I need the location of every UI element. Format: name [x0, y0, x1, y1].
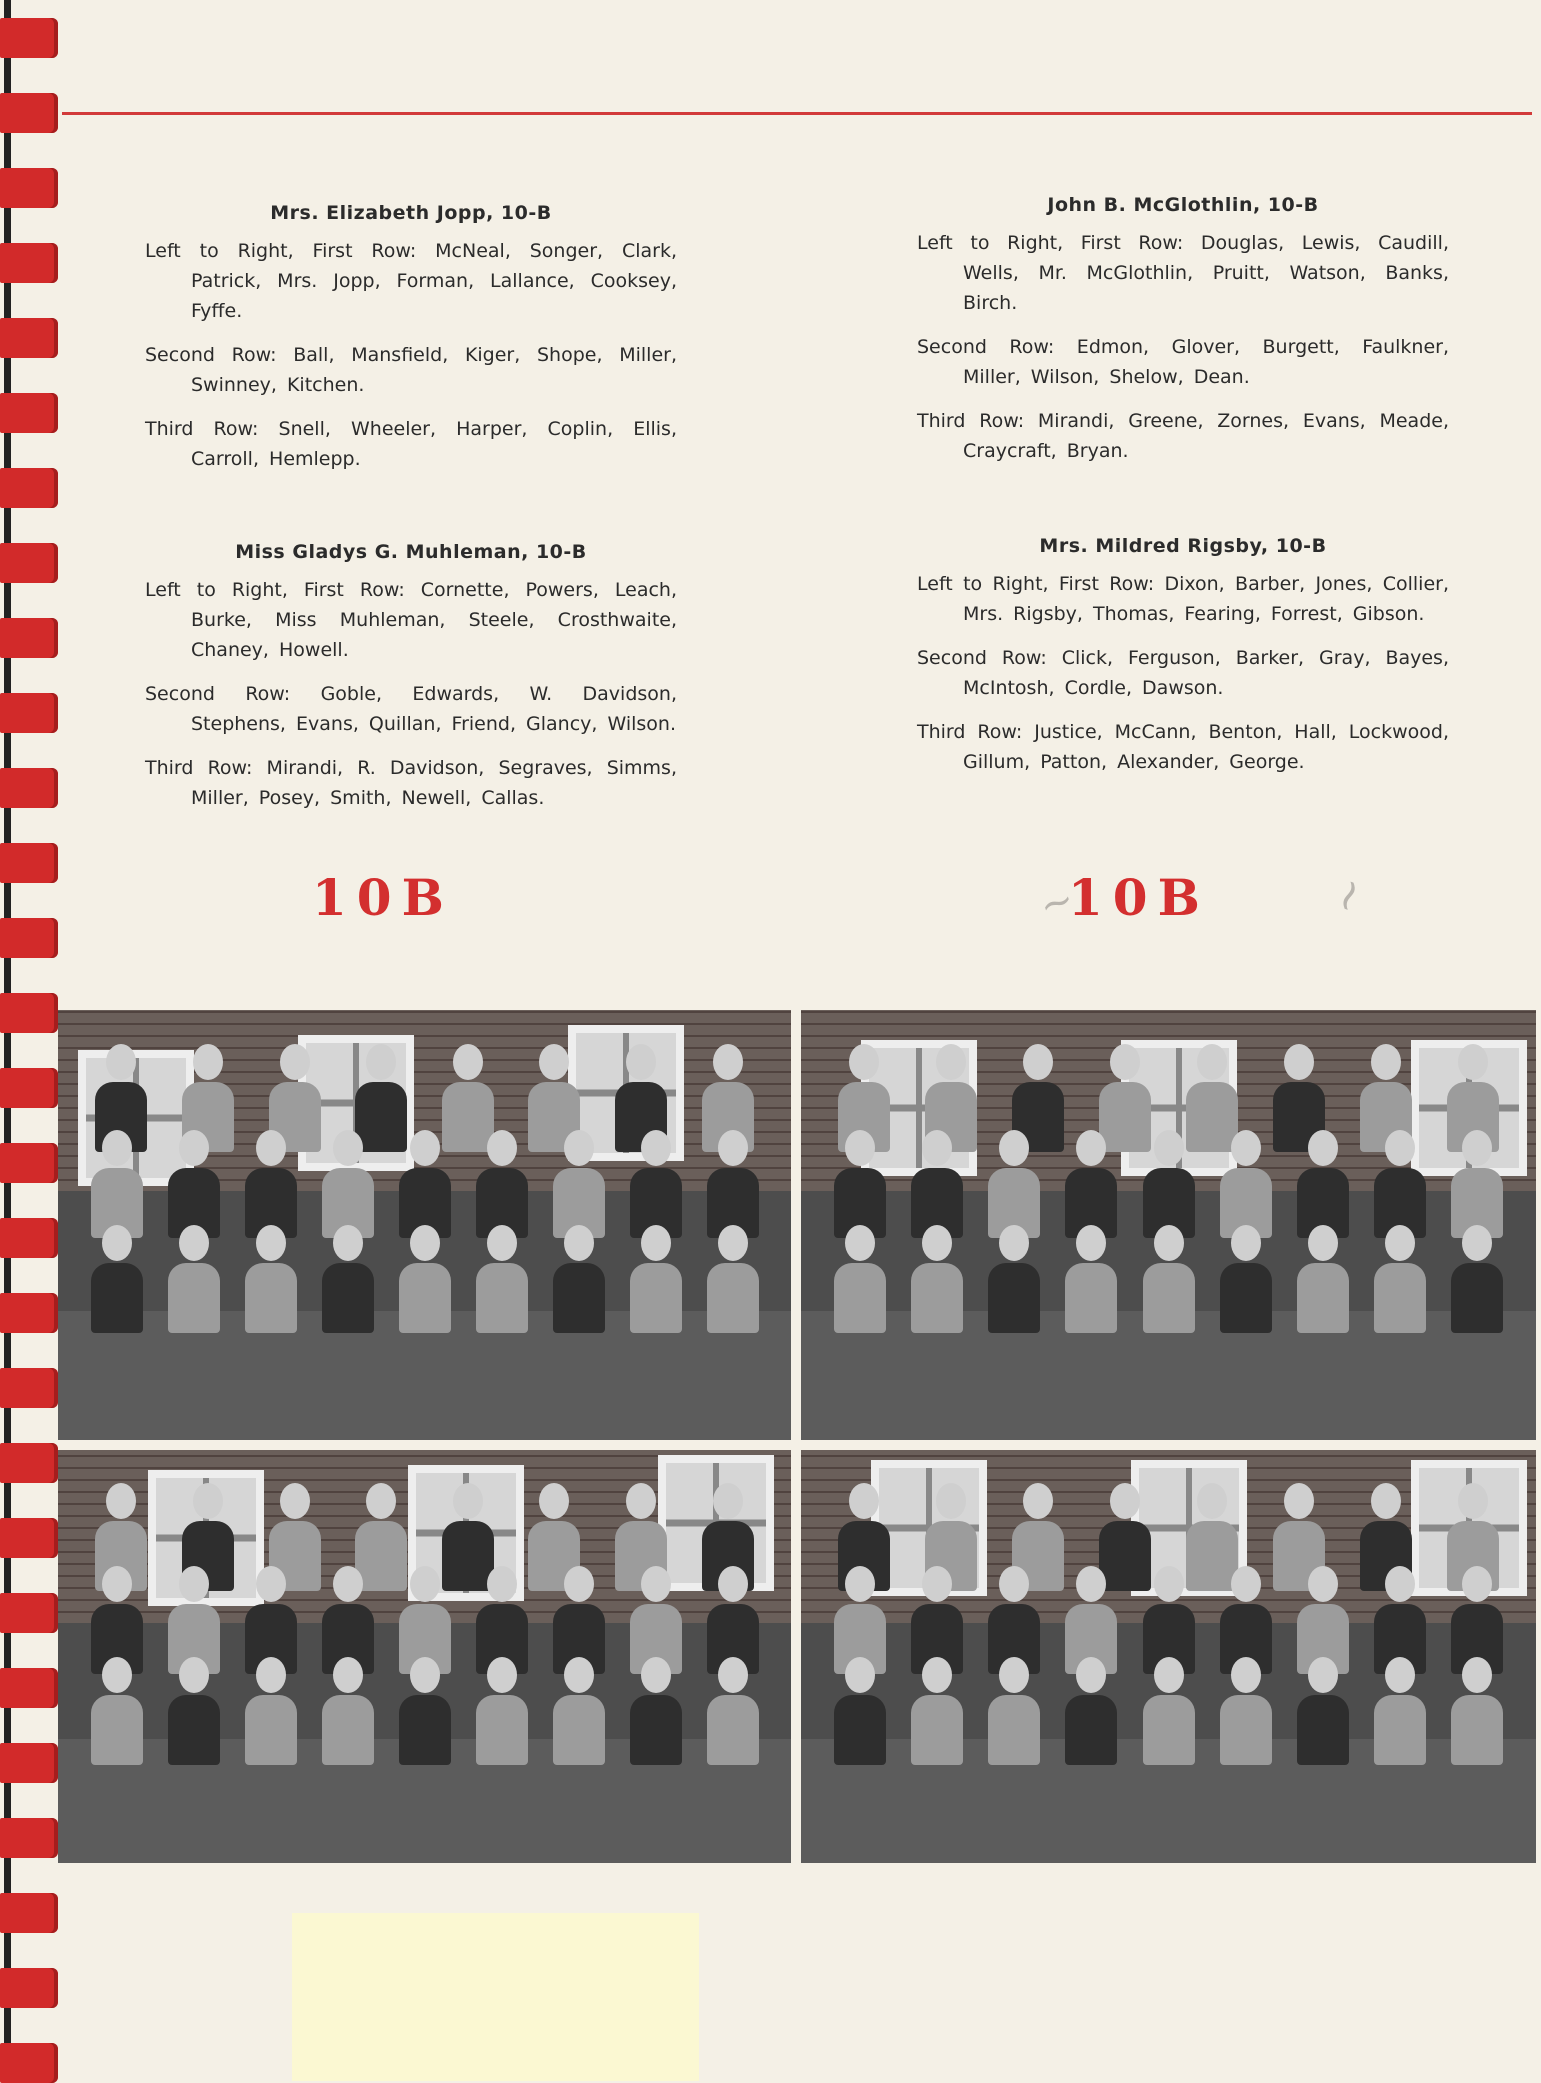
paper-sticker	[292, 1913, 699, 2081]
spiral-loop	[0, 1893, 58, 1933]
student-figure	[630, 1225, 682, 1333]
teacher-name: Miss Gladys G. Muhleman, 10-B	[235, 541, 587, 563]
student-figure	[322, 1225, 374, 1333]
student-figure	[834, 1130, 886, 1238]
spiral-loop	[0, 243, 58, 283]
spiral-loop	[0, 1818, 58, 1858]
second-row-names: Second Row: Edmon, Glover, Burgett, Faulkner, Miller, Wilson, Shelow, Dean.	[917, 336, 1449, 388]
student-figure	[834, 1657, 886, 1765]
photo-muhleman-class	[58, 1450, 791, 1863]
spiral-loop	[0, 1968, 58, 2008]
student-figure	[630, 1130, 682, 1238]
class-photos	[58, 1010, 1536, 1863]
student-figure	[91, 1130, 143, 1238]
spiral-loop	[0, 1743, 58, 1783]
photo-mcglothlin-class	[801, 1010, 1536, 1440]
student-figure	[1297, 1130, 1349, 1238]
spiral-loop	[0, 768, 58, 808]
student-figure	[1220, 1130, 1272, 1238]
student-figure	[553, 1130, 605, 1238]
student-figure	[1451, 1130, 1503, 1238]
second-row-names: Second Row: Goble, Edwards, W. Davidson, Stephens, Evans, Quillan, Friend, Glancy, Wilson.	[145, 683, 677, 735]
spiral-loop	[0, 993, 58, 1033]
student-figure	[322, 1657, 374, 1765]
student-figure	[911, 1130, 963, 1238]
header-rule	[62, 112, 1532, 115]
student-figure	[245, 1225, 297, 1333]
student-figure	[245, 1657, 297, 1765]
student-figure	[1143, 1657, 1195, 1765]
student-figure	[399, 1225, 451, 1333]
student-figure	[322, 1130, 374, 1238]
teacher-name: Mrs. Mildred Rigsby, 10-B	[1039, 535, 1327, 557]
student-figure	[1143, 1130, 1195, 1238]
student-figure	[1065, 1130, 1117, 1238]
student-figure	[1220, 1225, 1272, 1333]
photo-jopp-class	[58, 1010, 791, 1440]
student-figure	[1297, 1225, 1349, 1333]
third-row-names: Third Row: Snell, Wheeler, Harper, Coplin, Ellis, Carroll, Hemlepp.	[145, 418, 677, 470]
student-figure	[1451, 1225, 1503, 1333]
spiral-loop	[0, 168, 58, 208]
spiral-loop	[0, 693, 58, 733]
student-figure	[988, 1130, 1040, 1238]
caption-mcglothlin	[917, 190, 1449, 480]
student-figure	[1220, 1657, 1272, 1765]
spiral-loop	[0, 618, 58, 658]
class-label-left: 10B	[312, 868, 454, 927]
spiral-loop	[0, 843, 58, 883]
spiral-loop	[0, 1368, 58, 1408]
student-figure	[553, 1657, 605, 1765]
student-figure	[168, 1225, 220, 1333]
spiral-loop	[0, 1218, 58, 1258]
student-figure	[1374, 1130, 1426, 1238]
student-figure	[1065, 1225, 1117, 1333]
third-row-names: Third Row: Mirandi, R. Davidson, Segraves, Simms, Miller, Posey, Smith, Newell, Callas.	[145, 757, 677, 809]
spiral-loop	[0, 318, 58, 358]
student-figure	[630, 1657, 682, 1765]
first-row-names: Left to Right, First Row: Cornette, Powers, Leach, Burke, Miss Muhleman, Steele, Crosthwaite, Chaney, Howell.	[145, 579, 677, 661]
class-label-right: 10B	[1068, 868, 1210, 927]
spiral-loop	[0, 1143, 58, 1183]
student-figure	[1451, 1657, 1503, 1765]
student-figure	[988, 1657, 1040, 1765]
second-row-names: Second Row: Click, Ferguson, Barker, Gray, Bayes, McIntosh, Cordle, Dawson.	[917, 647, 1449, 699]
student-figure	[1143, 1225, 1195, 1333]
student-figure	[245, 1130, 297, 1238]
spiral-loop	[0, 1293, 58, 1333]
handwritten-signature: ~	[1318, 869, 1379, 922]
spiral-loop	[0, 1068, 58, 1108]
teacher-name: John B. McGlothlin, 10-B	[1047, 194, 1319, 216]
spiral-loop	[0, 918, 58, 958]
spiral-loop	[0, 93, 58, 133]
photo-rigsby-class	[801, 1450, 1536, 1863]
student-figure	[168, 1130, 220, 1238]
student-figure	[168, 1657, 220, 1765]
spiral-loop	[0, 18, 58, 58]
student-figure	[911, 1225, 963, 1333]
spiral-loop	[0, 1518, 58, 1558]
student-figure	[911, 1657, 963, 1765]
student-figure	[399, 1130, 451, 1238]
teacher-name: Mrs. Elizabeth Jopp, 10-B	[270, 202, 552, 224]
student-figure	[553, 1225, 605, 1333]
student-figure	[988, 1225, 1040, 1333]
student-figure	[1374, 1657, 1426, 1765]
student-figure	[91, 1225, 143, 1333]
spiral-loop	[0, 468, 58, 508]
student-figure	[1065, 1657, 1117, 1765]
second-row-names: Second Row: Ball, Mansfield, Kiger, Shope, Miller, Swinney, Kitchen.	[145, 344, 677, 396]
student-figure	[476, 1130, 528, 1238]
spiral-loop	[0, 543, 58, 583]
student-figure	[1374, 1225, 1426, 1333]
spiral-loop	[0, 1443, 58, 1483]
student-figure	[1297, 1657, 1349, 1765]
first-row-names: Left to Right, First Row: Dixon, Barber, Jones, Collier, Mrs. Rigsby, Thomas, Fearing, Forrest, Gibson.	[917, 573, 1449, 625]
spiral-loop	[0, 1668, 58, 1708]
caption-muhleman	[145, 537, 677, 827]
student-figure	[476, 1225, 528, 1333]
first-row-names: Left to Right, First Row: McNeal, Songer, Clark, Patrick, Mrs. Jopp, Forman, Lallance, Cooksey, Fyffe.	[145, 240, 677, 322]
handwritten-note: ~	[1033, 875, 1080, 931]
third-row-names: Third Row: Mirandi, Greene, Zornes, Evans, Meade, Craycraft, Bryan.	[917, 410, 1449, 462]
student-figure	[834, 1225, 886, 1333]
student-figure	[707, 1657, 759, 1765]
spiral-loop	[0, 393, 58, 433]
spiral-binding	[0, 0, 60, 2081]
first-row-names: Left to Right, First Row: Douglas, Lewis, Caudill, Wells, Mr. McGlothlin, Pruitt, Watson, Banks, Birch.	[917, 232, 1449, 314]
third-row-names: Third Row: Justice, McCann, Benton, Hall, Lockwood, Gillum, Patton, Alexander, George.	[917, 721, 1449, 773]
student-figure	[91, 1657, 143, 1765]
spiral-loop	[0, 2043, 58, 2083]
caption-rigsby	[917, 531, 1449, 791]
student-figure	[399, 1657, 451, 1765]
spiral-loop	[0, 1593, 58, 1633]
caption-jopp	[145, 198, 677, 488]
student-figure	[707, 1130, 759, 1238]
student-figure	[707, 1225, 759, 1333]
student-figure	[476, 1657, 528, 1765]
